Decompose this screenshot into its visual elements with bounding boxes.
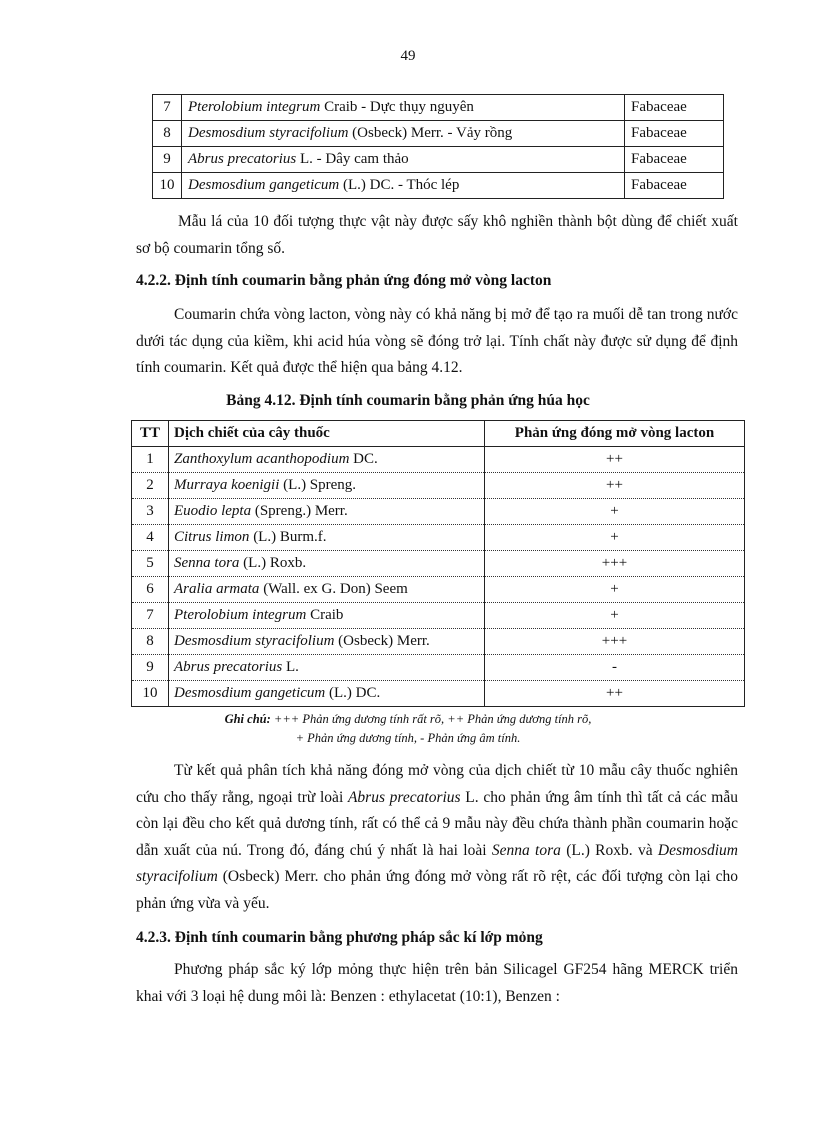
row-number: 5 — [132, 551, 169, 577]
extract-name — [169, 447, 485, 473]
table-note — [0, 710, 816, 748]
table-row — [132, 603, 745, 629]
table-caption: Bảng 4.12. Định tính coumarin bằng phản ứng húa học — [226, 392, 590, 409]
extract-name — [169, 681, 485, 707]
table-row — [153, 121, 724, 147]
author-name: (Wall. ex G. Don) Seem — [259, 581, 408, 597]
scientific-name: Murraya koenigii — [174, 477, 280, 493]
paragraph-sample-prep: Mẫu lá của 10 đối tượng thực vật này được sấy khô nghiền thành bột dùng để chiết xuất sơ bộ coumarin tổng số. — [136, 213, 738, 257]
reaction-result: +++ — [485, 629, 745, 655]
species-detail: L. - Dây cam thảo — [296, 151, 409, 167]
family-name: Fabaceae — [625, 147, 724, 173]
table-row — [132, 525, 745, 551]
table-row — [132, 499, 745, 525]
text-run: (L.) Roxb. và — [560, 841, 658, 859]
paragraph-tlc: Phương pháp sắc ký lớp mỏng thực hiện trên bản Silicagel GF254 hãng MERCK triển khai với 3 loại hệ dung môi là: Benzen : ethylacetat (10:1), Benzen : — [136, 961, 738, 1005]
row-number: 10 — [132, 681, 169, 707]
scientific-name: Senna tora — [174, 555, 240, 571]
scientific-name: Citrus limon — [174, 529, 250, 545]
scientific-name: Zanthoxylum acanthopodium — [174, 451, 350, 467]
paragraph-lacton: Coumarin chứa vòng lacton, vòng này có khả năng bị mở để tạo ra muối dễ tan trong nước dưới tác dụng của kiềm, khi acid húa vòng sẽ đóng trở lại. Tính chất này được sử dụng để định tính coumarin. Kết quả được thể hiện qua bảng 4.12. — [136, 306, 738, 376]
species-abrus: Abrus precatorius — [347, 788, 461, 806]
table-row — [153, 147, 724, 173]
scientific-name: Desmosdium styracifolium — [188, 125, 349, 141]
author-name: L. — [282, 659, 299, 675]
extract-name — [169, 551, 485, 577]
row-number: 9 — [153, 147, 182, 173]
species-name — [182, 147, 625, 173]
reaction-result: ++ — [485, 447, 745, 473]
section-heading-4-2-3: 4.2.3. Định tính coumarin bằng phương pháp sắc kí lớp mỏng — [136, 929, 543, 946]
author-name: (L.) DC. — [325, 685, 381, 701]
scientific-name: Euodio lepta — [174, 503, 252, 519]
species-family-table — [152, 94, 724, 199]
reaction-result: ++ — [485, 473, 745, 499]
reaction-result: + — [485, 499, 745, 525]
header-tt: TT — [132, 421, 169, 447]
scientific-name: Pterolobium integrum — [188, 99, 321, 115]
species-senna: Senna tora — [491, 841, 561, 859]
table-row — [132, 447, 745, 473]
species-desmosdium: Desmosdium styracifolium — [136, 841, 738, 885]
scientific-name: Abrus precatorius — [188, 151, 297, 167]
scientific-name: Aralia armata — [174, 581, 260, 597]
scientific-name: Pterolobium integrum — [174, 607, 307, 623]
table-row — [132, 473, 745, 499]
family-name: Fabaceae — [625, 173, 724, 199]
text-run: Từ kết quả phân tích khả năng đóng mở vòng của dịch chiết từ 10 mẫu cây thuốc nghiên cứu cho thấy rằng, ngoại trừ loài — [136, 762, 738, 806]
species-detail: (L.) DC. - Thóc lép — [339, 177, 460, 193]
table-row — [132, 551, 745, 577]
scientific-name: Abrus precatorius — [174, 659, 283, 675]
reaction-result: + — [485, 603, 745, 629]
table-header-row — [132, 421, 745, 447]
row-number: 8 — [132, 629, 169, 655]
species-name — [182, 95, 625, 121]
reaction-result: + — [485, 577, 745, 603]
family-name: Fabaceae — [625, 121, 724, 147]
extract-name — [169, 629, 485, 655]
row-number: 4 — [132, 525, 169, 551]
note-label: Ghi chú: — [224, 712, 271, 726]
table-row — [153, 95, 724, 121]
section-heading-4-2-2: 4.2.2. Định tính coumarin bằng phản ứng đóng mở vòng lacton — [136, 272, 552, 289]
row-number: 7 — [153, 95, 182, 121]
species-detail: (Osbeck) Merr. - Vảy rồng — [348, 125, 513, 141]
author-name: DC. — [349, 451, 378, 467]
row-number: 6 — [132, 577, 169, 603]
reaction-result: + — [485, 525, 745, 551]
row-number: 9 — [132, 655, 169, 681]
extract-name — [169, 603, 485, 629]
species-name — [182, 173, 625, 199]
table-row — [132, 577, 745, 603]
note-line-1 — [0, 710, 816, 729]
scientific-name: Desmosdium gangeticum — [188, 177, 340, 193]
species-name — [182, 121, 625, 147]
header-extract: Dịch chiết của cây thuốc — [169, 421, 485, 447]
table-row — [153, 173, 724, 199]
extract-name — [169, 525, 485, 551]
table-row — [132, 655, 745, 681]
extract-name — [169, 499, 485, 525]
author-name: (L.) Roxb. — [239, 555, 307, 571]
scientific-name: Desmosdium styracifolium — [174, 633, 335, 649]
paragraph-analysis — [136, 758, 738, 917]
text-run: (Osbeck) Merr. cho phản ứng đóng mở vòng rất rõ rệt, các đối tượng còn lại cho phản ứng vừa và yếu. — [136, 868, 738, 912]
extract-name — [169, 655, 485, 681]
text-run: L. cho phản ứng âm tính thì tất cả các mẫu còn lại đều cho kết quả dương tính, rất có thể cả 9 mẫu này đều chứa thành phần coumarin hoặc dẫn xuất của nú. Trong đó, đáng chú ý nhất là hai loài — [136, 788, 738, 859]
author-name: (L.) Burm.f. — [249, 529, 327, 545]
header-reaction: Phản ứng đóng mở vòng lacton — [485, 421, 745, 447]
author-name: (Spreng.) Merr. — [251, 503, 348, 519]
extract-name — [169, 473, 485, 499]
note-text-1: +++ Phản ứng dương tính rất rõ, ++ Phản ứng dương tính rõ, — [270, 712, 592, 726]
reaction-result: +++ — [485, 551, 745, 577]
author-name: Craib — [306, 607, 344, 623]
row-number: 8 — [153, 121, 182, 147]
table-row — [132, 629, 745, 655]
row-number: 7 — [132, 603, 169, 629]
reaction-result: ++ — [485, 681, 745, 707]
row-number: 10 — [153, 173, 182, 199]
coumarin-result-table — [131, 420, 745, 707]
reaction-result: - — [485, 655, 745, 681]
note-line-2: + Phản ứng dương tính, - Phản ứng âm tính. — [295, 731, 521, 745]
row-number: 1 — [132, 447, 169, 473]
scientific-name: Desmosdium gangeticum — [174, 685, 326, 701]
extract-name — [169, 577, 485, 603]
author-name: (L.) Spreng. — [279, 477, 357, 493]
row-number: 2 — [132, 473, 169, 499]
species-detail: Craib - Dực thụy nguyên — [320, 99, 474, 115]
table-row — [132, 681, 745, 707]
row-number: 3 — [132, 499, 169, 525]
page-number: 49 — [400, 48, 416, 64]
author-name: (Osbeck) Merr. — [334, 633, 430, 649]
family-name: Fabaceae — [625, 95, 724, 121]
